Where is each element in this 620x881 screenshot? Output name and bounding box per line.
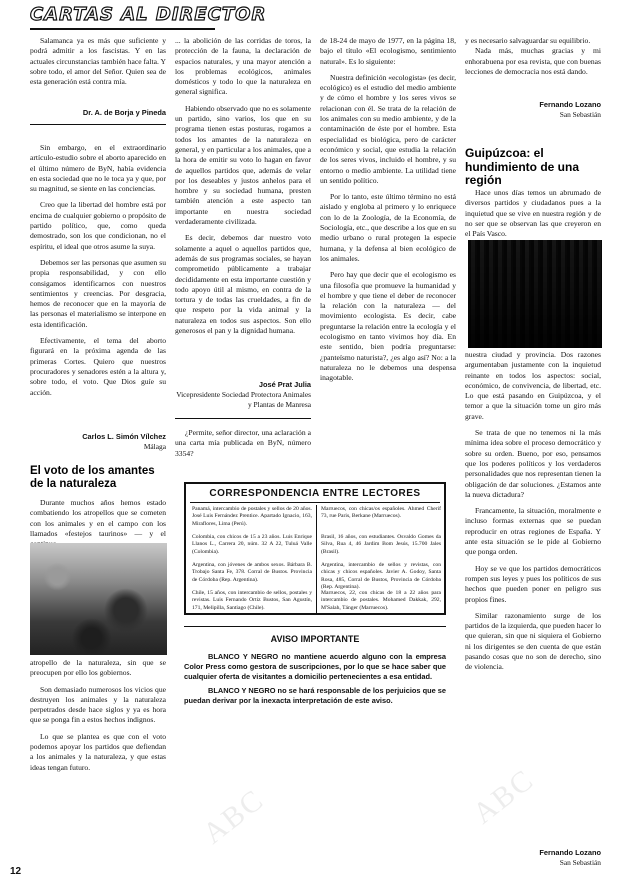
letter6-signature: Fernando Lozano San Sebastián: [539, 848, 601, 867]
letter2-paragraph: Sin embargo, en el extraordinario artículo-estudio sobre el aborto aparecido en el último número de ByN, había evidencia en esta sociedad que no le toca ya y que, por su magnitud, se siente en las conciencias.: [30, 143, 166, 194]
nature-photo: [30, 543, 167, 655]
letter5-paragraph: ¿Permite, señor director, una aclaración a una carta mía publicada en ByN, número 3354?: [175, 428, 311, 458]
letter3-paragraph: atropello de la naturaleza, sin que se preocupen por ello los gobiernos.: [30, 658, 166, 678]
divider: [175, 418, 311, 419]
correspondencia-title: CORRESPONDENCIA ENTRE LECTORES: [209, 488, 421, 499]
abc-watermark: ABC: [466, 762, 541, 831]
letter4-text: [175, 36, 311, 376]
letter2-text: [30, 143, 166, 433]
correspondencia-entry: Panamá, intercambio de postales y sellos de 20 años. José Luis Fernández Prentice. Apartado Ignacio, 163, Miraflores, Lima (Perú).: [192, 506, 312, 527]
letter5-paragraph: de 18-24 de mayo de 1977, en la página 18, bajo el título «El ecologismo, sentimiento natural». Es lo siguiente:: [320, 36, 456, 66]
letter2-paragraph: Efectivamente, el tema del aborto figurará en la próxima agenda de las primeras Cortes. Quiero que nuestros procuradores y senadores estén a la altura y, sobre todo, el voto. Que Dios guíe su acción.: [30, 336, 166, 397]
letter5-paragraph: Por lo tanto, este último término no está aislado y engloba al primero y lo enriquece con lo de la Zoología, de la Economía, de Sociología, etc., que describe a los que en su medio urbano o rural protegen la especie humana, y la defensa al bien ecológico de los animales.: [320, 192, 456, 263]
letter6-intro: [465, 188, 601, 240]
correspondencia-divider: [316, 505, 317, 613]
letter6-paragraph: Francamente, la situación, moralmente e incluso formas externas que se puedan reproducir en otras regiones de España. Y ante esta situación se le pide al Gobierno que ponga orden.: [465, 506, 601, 557]
letter1-signature: Dr. A. de Borja y Pineda: [82, 108, 166, 117]
correspondencia-rule: [190, 502, 440, 503]
letter3-paragraph: Durante muchos años hemos estado combatiendo los atropellos que se cometen con los animales y en el campo con los llamados «festejos taurinos» — y el: [30, 498, 166, 538]
region-photo: [468, 240, 602, 348]
divider: [184, 626, 446, 627]
letter2-paragraph: Debemos ser las personas que asumen su propia responsabilidad, y con ello consigamos identificarnos con nuestros sentimientos y creencias. Por desgracia, hemos de reconocer que en la mayoría de las personas el materialismo se interpone en esta identificación.: [30, 257, 166, 329]
letter1-text: [30, 36, 166, 136]
letter5-end: [465, 36, 601, 98]
letter6-paragraph: Se trata de que no tenemos ni la más mínima idea sobre el proceso democrático y sobre su orden. Bueno, por eso, pensamos que los poderes políticos y los verdaderos personalidades que nos representan tienen la obligación de dar soluciones. ¿Estamos ante la nueva dictadura?: [465, 428, 601, 499]
letter6-paragraph: Hace unos días temos un abrumado de diversos partidos y ciudadanos pues a la inquietud que se vive en nuestra región y de no ser que se observan las que creyeron en el País Vasco.: [465, 188, 601, 239]
letter3-paragraph: Lo que se plantea es que con el voto podemos apoyar los partidos que defiendan a los animales y la naturaleza, y que estas ideas tengan futuro.: [30, 731, 166, 772]
letter5-paragraph: y es necesario salvaguardar su equilibrio.: [465, 36, 591, 45]
correspondencia-box: [184, 482, 446, 615]
aviso-paragraph: BLANCO Y NEGRO no se hará responsable de los perjuicios que se puedan derivar por la inexacta interpretación de este aviso.: [184, 686, 446, 705]
correspondencia-entry: Argentina, intercambio de sellos y revistas, con chicas y chicos españoles. Javier A. Godoy, Santa Rosa, 485, Corral de Bustos, Provincia de Córdoba (Rep. Argentina).: [321, 562, 441, 590]
masthead-rule: [30, 28, 215, 30]
letter5-signature: Fernando Lozano San Sebastián: [539, 100, 601, 119]
headline-guipuzcoa: Guipúzcoa: el hundimiento de una región: [465, 146, 579, 187]
letter3-paragraph: Son demasiado numerosos los vicios que destruyen los animales y la naturaleza perpetrados desde hace siglos y ya es hora que se ponga fin a estos hechos indignos.: [30, 684, 166, 725]
letter5-paragraph: Pero hay que decir que el ecologismo es una filosofía que promueve la humanidad y el hombre y que tiene el deber de reconocer la relación con la naturaleza — del movimiento ecologista. Es decir, cabe preguntarse la relación entre la ecología y el ecologismo en tanto vivimos hoy día. En este sentido, bien podría preguntarse: ¿panteísmo naturista?, ¿es algo así? No: a la naturaleza no le debemos una despensa inagotable.: [320, 270, 456, 383]
section-masthead: CARTAS AL DIRECTOR: [30, 4, 267, 25]
correspondencia-entry: Chile, 15 años, con intercambio de sellos, postales y revistas. Luis Fernando Ortiz Bustos, San Agustín, 171, Melipilla, Santiago (Chile).: [192, 590, 312, 611]
correspondencia-entry: Colombia, con chicos de 15 a 23 años. Luis Enrique Llanos L., Carrera 20, núm. 32 A 22, Tuluá Valle (Colombia).: [192, 534, 312, 555]
letter2-paragraph: Creo que la libertad del hombre está por encima de cualquier gobierno o propósito de partido político, que, como queda demostrado, son los que condicionan, no el espíritu, el ideal que otros asume la suya.: [30, 200, 166, 251]
letter1-paragraph: Salamanca ya es más que suficiente y podrá admitir a los fascistas. Y en las actuales circunstancias también hace falta. Y sobre todo, el amor del Señor. Quien sea de esta generación está contra mía.: [30, 36, 166, 87]
letter6-text: [465, 350, 601, 848]
letter5-continued: [320, 36, 456, 468]
letter5-text: [175, 428, 311, 468]
divider: [30, 124, 166, 125]
letter5-paragraph: Nuestra definición «ecologista» (es decir, ecológico) es el estudio del medio ambiente y de cómo el hombre y los seres vivos se relacionan con él. Se trata de la relación de los animales con su medio ambiente, y de la contaminación de éste por el hombre. Esta especialidad es biológica, pero de carácter económico y social, que estudia la relación de los seres vivos, incluido el hombre, y su entorno o medio ambiente. La utilidad tiene un sentido político.: [320, 72, 457, 185]
aviso-body: [184, 652, 446, 710]
correspondencia-entry: Marruecos, 22, con chicas de 18 a 22 años para intercambio de postales. Mohamed Dakkak, 292, M'Salah, Tánger (Marruecos).: [321, 590, 441, 611]
headline-voto-amantes: El voto de los amantes de la naturaleza: [30, 465, 155, 490]
letter4-signature: José Prat Julia Vicepresidente Sociedad Protectora Animales y Plantas de Manresa: [176, 380, 311, 409]
letter4-paragraph: Es decir, debemos dar nuestro voto solamente a aquel o aquellos partidos que, además de sus programas sociales, se hayan comprometido públicamente a trabajar decididamente en esta importante cuestión y todo apoyo útil al mismo, en contra de la tortura y de todas las crueldades, a fin de que respeto por la vida animal y la naturaleza en todos sus aspectos. Son ello generosos el pan y la dignidad humana.: [175, 233, 311, 336]
letter4-paragraph: ... la abolición de las corridas de toros, la protección de la fauna, la declaración de espacios naturales, y una mayor atención a los problemas ecológicos, animales domésticos y todo lo que la naturaleza en general significa.: [175, 36, 311, 97]
aviso-title: AVISO IMPORTANTE: [270, 634, 360, 644]
correspondencia-entry: Marruecos, con chicas/os españoles. Ahmed Cherif 73, rue Paris, Berkane (Marruecos).: [321, 506, 441, 520]
letter3-text: [30, 498, 166, 540]
letter2-signature: Carlos L. Simón Vílchez Málaga: [82, 432, 166, 451]
letter4-paragraph: Habiendo observado que no es solamente un partido, sino varios, los que en su programa tienen estas posturas, rogamos a todos los amantes de la naturaleza en general, y en particular a los animales, que a la hora de emitir su voto lo hagan en favor de aquellos partidos que, además de velar por los deseables y justos anhelos para el hombre y su sociedad humana, presten también atención a este aspecto tan importante en nuestra sociedad verdaderamente civilizada.: [175, 103, 311, 227]
letter6-paragraph: Similar razonamiento surge de los partidos de la izquierda, que pueden hacer lo que quieran, sin que ni siquiera el Gobierno ni los dirigentes se den cuenta de que están pasando cosas que no son de derecho, sino de violencia.: [465, 610, 601, 672]
letter3-continued: [30, 658, 166, 858]
correspondencia-entry: Argentina, con jóvenes de ambos sexos. Bárbara B. Trobajo Santa Fe, 378. Corral de Bustos. Provincia de Córdoba (Rep. Argentina).: [192, 562, 312, 583]
letter6-paragraph: nuestra ciudad y provincia. Dos razones argumentaban justamente con la inquietud reinante en todos los aspectos: social, económico, de convivencia, de libertad, etc. Lo que está pasando en Guipúzcoa, y el temor a que la situación tome un giro más grave.: [465, 350, 601, 421]
aviso-paragraph: BLANCO Y NEGRO no mantiene acuerdo alguno con la empresa Color Press como gestora de suscripciones, por lo que se hace saber que cualquier oferta de visitantes a domicilio pertenecientes a esa entidad.: [184, 652, 446, 681]
abc-watermark: ABC: [196, 782, 271, 851]
correspondencia-entry: Brasil, 16 años, con estudiantes. Osvaldo Gomes da Silva, Rua 4, 46 Jardim Bom Jesús, 15.700 Jales (Brasil).: [321, 534, 441, 555]
page-number: 12: [10, 866, 22, 877]
letter5-paragraph: Nada más, muchas gracias y mi enhorabuena por esa revista, que con buenas lecciones de democracia nos está dando.: [465, 46, 601, 76]
letter6-paragraph: Hoy se ve que los partidos democráticos rompen sus leyes y pues los políticos de sus hechos que pueden poner en peligro sus propios fines.: [465, 563, 601, 604]
